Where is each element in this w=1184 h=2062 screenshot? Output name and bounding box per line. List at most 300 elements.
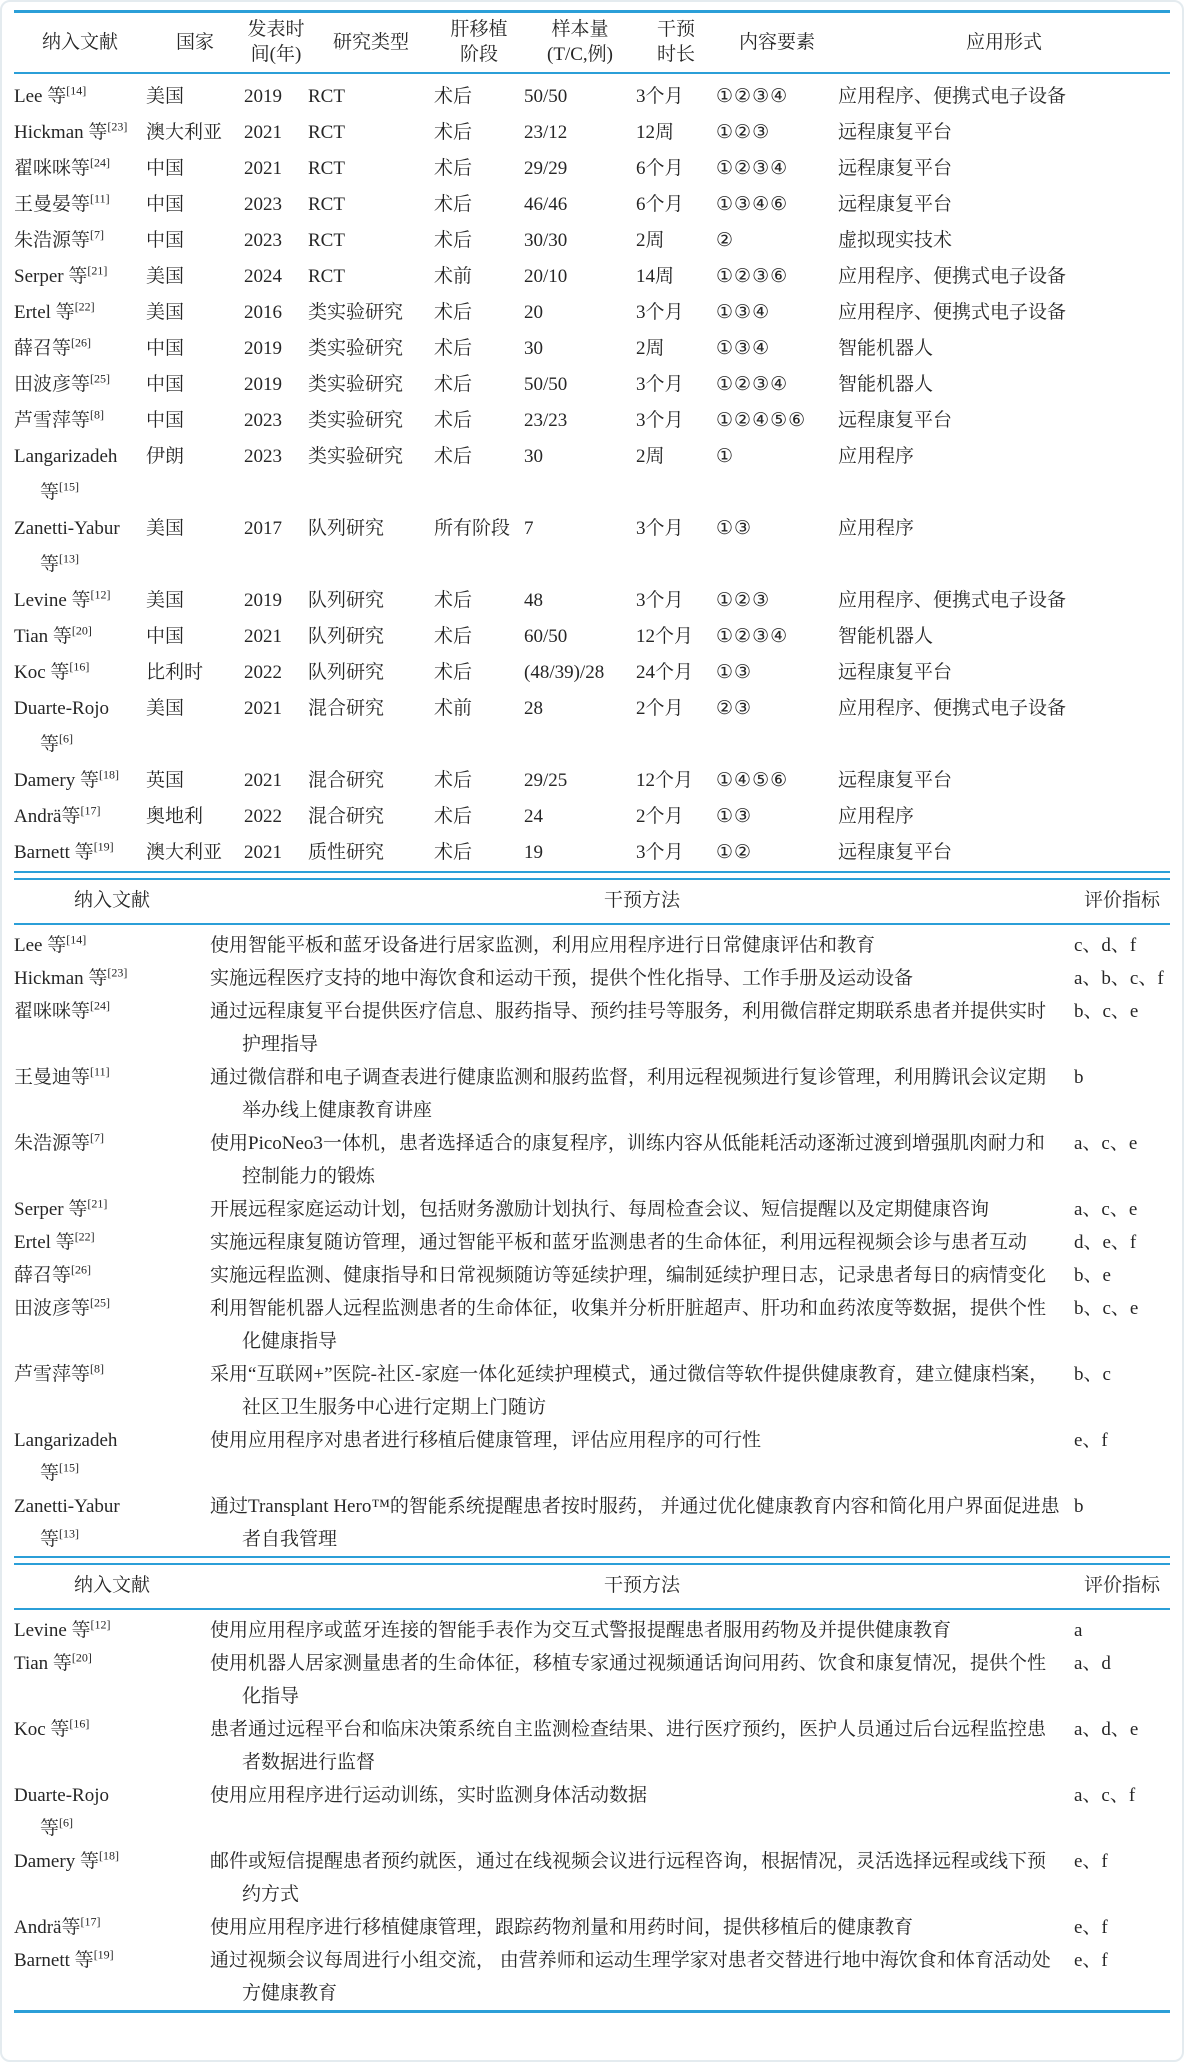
year-cell: 2016 [244, 302, 282, 323]
table-row [14, 655, 1170, 691]
study-name [14, 1647, 210, 1680]
reference-superscript: [13] [59, 551, 80, 566]
table-row [14, 187, 1170, 223]
form-cell: 智能机器人 [838, 338, 934, 359]
reference-superscript: [8] [90, 1361, 105, 1376]
sample-cell: 20/10 [524, 266, 568, 287]
study-cell [14, 1061, 210, 1127]
method-cell [210, 1845, 1074, 1911]
column-header-line: 应用形式 [965, 31, 1042, 53]
column-header [524, 13, 636, 73]
characteristics-body [14, 73, 1170, 871]
study-name-text: Andrä等 [14, 806, 81, 827]
duration-cell: 3个月 [636, 86, 684, 107]
method-text: 通过Transplant Hero™的智能系统提醒患者按时服药， 并通过优化健康教育内容和简化用户界面促进患者自我管理 [210, 1496, 1060, 1550]
study-cell [14, 511, 146, 583]
study-cell [14, 1127, 210, 1193]
type-cell: RCT [308, 230, 345, 251]
study-name [14, 763, 146, 799]
method-cell [210, 1259, 1074, 1292]
column-header-line: 样本量 [551, 19, 609, 40]
reference-superscript: [14] [66, 932, 87, 947]
study-name [14, 1944, 210, 1977]
table-row [14, 1647, 1170, 1713]
study-name [14, 799, 146, 835]
method-cell [210, 1424, 1074, 1490]
study-cell [14, 655, 146, 691]
form-cell: 应用程序 [838, 518, 915, 539]
study-name [14, 1358, 210, 1391]
header-row [14, 1565, 1170, 1609]
study-cell [14, 403, 146, 439]
elements-cell: ①③④ [716, 338, 771, 359]
study-name [14, 1713, 210, 1746]
method-text: 使用应用程序对患者进行移植后健康管理，评估应用程序的可行性 [210, 1430, 762, 1451]
table-row [14, 151, 1170, 187]
year-cell: 2021 [244, 842, 282, 863]
method-text: 通过视频会议每周进行小组交流， 由营养师和运动生理学家对患者交替进行地中海饮食和体育活动处方健康教育 [210, 1950, 1051, 2004]
reference-superscript: [11] [90, 191, 110, 206]
study-name-text: 王曼晏等 [14, 194, 91, 215]
study-name [14, 1779, 210, 1812]
table-row [14, 995, 1170, 1061]
study-name [14, 1127, 210, 1160]
table-row [14, 1845, 1170, 1911]
table-row [14, 1259, 1170, 1292]
metrics-cell: a、c、e [1074, 1133, 1138, 1154]
column-header: 评价指标 [1074, 1565, 1170, 1609]
study-name-text: 芦雪萍等 [14, 1364, 91, 1385]
table-row [14, 962, 1170, 995]
metrics-cell: a、c、e [1074, 1199, 1138, 1220]
column-header: 纳入文献 [14, 1565, 210, 1609]
reference-superscript: [15] [59, 479, 80, 494]
method-text: 通过微信群和电子调查表进行健康监测和服药监督，利用远程视频进行复诊管理，利用腾讯会议定期举办线上健康教育讲座 [210, 1067, 1047, 1121]
country-cell: 澳大利亚 [146, 842, 223, 863]
stage-cell: 术后 [434, 806, 473, 827]
elements-cell: ①④⑤⑥ [716, 770, 789, 791]
type-cell: RCT [308, 122, 345, 143]
table-row [14, 1193, 1170, 1226]
reference-superscript: [24] [90, 155, 111, 170]
country-cell: 美国 [146, 698, 185, 719]
study-cell [14, 1424, 210, 1490]
form-cell: 远程康复平台 [838, 662, 953, 683]
study-name [14, 187, 146, 223]
study-name-text: Duarte-Rojo [14, 1785, 109, 1806]
method-cell [210, 1779, 1074, 1845]
duration-cell: 3个月 [636, 518, 684, 539]
stage-cell: 术后 [434, 122, 473, 143]
study-name-text: 田波彦等 [14, 1298, 91, 1319]
elements-cell: ①②③④ [716, 374, 789, 395]
intervention-methods-table-2 [14, 1565, 1170, 2010]
study-name-continued [14, 1812, 210, 1845]
study-name [14, 115, 146, 151]
form-cell: 远程康复平台 [838, 410, 953, 431]
header-row [14, 880, 1170, 924]
form-cell: 应用程序、便携式电子设备 [838, 86, 1067, 107]
method-cell [210, 1226, 1074, 1259]
study-name [14, 403, 146, 439]
study-name [14, 1490, 210, 1523]
type-cell: 类实验研究 [308, 302, 404, 323]
method-text: 实施远程医疗支持的地中海饮食和运动干预，提供个性化指导、工作手册及运动设备 [210, 968, 914, 989]
study-cell [14, 259, 146, 295]
reference-superscript: [6] [59, 731, 74, 746]
table-row [14, 1292, 1170, 1358]
study-name-text: 朱浩源等 [14, 1133, 91, 1154]
study-name-text: 等 [40, 734, 60, 755]
table-row [14, 259, 1170, 295]
study-name-text: Barnett 等 [14, 1950, 94, 1971]
sample-cell: 23/23 [524, 410, 568, 431]
metrics-cell: a、c、f [1074, 1785, 1136, 1806]
methods-header-row-2 [14, 1565, 1170, 1609]
study-cell [14, 1713, 210, 1779]
method-text: 使用应用程序进行移植健康管理，跟踪药物剂量和用药时间，提供移植后的健康教育 [210, 1917, 914, 1938]
metrics-cell: a、d、e [1074, 1719, 1139, 1740]
study-name-text: Andrä等 [14, 1917, 81, 1938]
study-name-text: 薛召等 [14, 1265, 72, 1286]
reference-superscript: [6] [59, 1815, 74, 1830]
reference-superscript: [19] [93, 1947, 114, 1962]
stage-cell: 术后 [434, 86, 473, 107]
reference-superscript: [26] [71, 335, 92, 350]
table-row [14, 439, 1170, 511]
metrics-cell: e、f [1074, 1430, 1108, 1451]
table-row [14, 73, 1170, 115]
elements-cell: ①②③⑥ [716, 266, 789, 287]
table-row [14, 835, 1170, 871]
study-cell [14, 223, 146, 259]
study-name-text: Hickman 等 [14, 968, 108, 989]
sample-cell: 28 [524, 698, 543, 719]
stage-cell: 术后 [434, 194, 473, 215]
method-cell [210, 1292, 1074, 1358]
table-row [14, 619, 1170, 655]
study-cell [14, 1911, 210, 1944]
form-cell: 远程康复平台 [838, 122, 953, 143]
country-cell: 伊朗 [146, 446, 185, 467]
form-cell: 虚拟现实技术 [838, 230, 953, 251]
elements-cell: ①③ [716, 806, 753, 827]
sample-cell: 20 [524, 302, 543, 323]
column-header [716, 13, 838, 73]
duration-cell: 3个月 [636, 590, 684, 611]
study-name-continued [14, 1457, 210, 1490]
study-name-text: Ertel 等 [14, 302, 75, 323]
sample-cell: 30 [524, 338, 543, 359]
stage-cell: 术后 [434, 302, 473, 323]
reference-superscript: [16] [69, 1716, 90, 1731]
table-row [14, 1061, 1170, 1127]
elements-cell: ①②④⑤⑥ [716, 410, 807, 431]
country-cell: 美国 [146, 302, 185, 323]
metrics-cell: d、e、f [1074, 1232, 1137, 1253]
methods-header-row-1 [14, 880, 1170, 924]
method-cell [210, 995, 1074, 1061]
study-name-text: Tian 等 [14, 626, 72, 647]
country-cell: 中国 [146, 338, 185, 359]
study-name-continued [14, 547, 146, 583]
stage-cell: 术后 [434, 842, 473, 863]
sample-cell: 24 [524, 806, 543, 827]
study-name-text: 等 [40, 554, 60, 575]
metrics-cell: b、e [1074, 1265, 1111, 1286]
study-cell [14, 1259, 210, 1292]
study-name-text: Duarte-Rojo [14, 698, 109, 719]
metrics-cell: a、b、c、f [1074, 968, 1164, 989]
sample-cell: 50/50 [524, 374, 568, 395]
method-cell [210, 1609, 1074, 1647]
duration-cell: 2个月 [636, 698, 684, 719]
country-cell: 英国 [146, 770, 185, 791]
reference-superscript: [18] [98, 767, 119, 782]
sample-cell: 7 [524, 518, 534, 539]
table-row [14, 1127, 1170, 1193]
study-name-text: 薛召等 [14, 338, 72, 359]
column-header-line: (T/C,例) [547, 44, 613, 65]
study-name [14, 1292, 210, 1325]
methods-body-1 [14, 924, 1170, 1556]
country-cell: 美国 [146, 518, 185, 539]
duration-cell: 2周 [636, 446, 665, 467]
form-cell: 远程康复平台 [838, 158, 953, 179]
reference-superscript: [19] [93, 839, 114, 854]
study-name-text: Koc 等 [14, 662, 70, 683]
method-cell [210, 1911, 1074, 1944]
table-row [14, 115, 1170, 151]
country-cell: 澳大利亚 [146, 122, 223, 143]
study-name-text: Damery 等 [14, 770, 99, 791]
reference-superscript: [7] [90, 227, 105, 242]
elements-cell: ①③ [716, 662, 753, 683]
study-name [14, 1614, 210, 1647]
study-name-text: Langarizadeh [14, 446, 118, 467]
type-cell: 类实验研究 [308, 374, 404, 395]
method-cell [210, 1944, 1074, 2010]
study-name [14, 655, 146, 691]
study-cell [14, 439, 146, 511]
method-cell [210, 1490, 1074, 1556]
elements-cell: ①②③ [716, 122, 771, 143]
reference-superscript: [17] [80, 803, 101, 818]
study-name [14, 151, 146, 187]
table-row [14, 1911, 1170, 1944]
form-cell: 智能机器人 [838, 626, 934, 647]
methods-body-2 [14, 1609, 1170, 2010]
country-cell: 奥地利 [146, 806, 204, 827]
sample-cell: 29/25 [524, 770, 568, 791]
study-cell [14, 799, 146, 835]
study-name [14, 1193, 210, 1226]
study-cell [14, 1944, 210, 2010]
study-name-text: 王曼迪等 [14, 1067, 91, 1088]
study-name-text: 芦雪萍等 [14, 410, 91, 431]
country-cell: 中国 [146, 410, 185, 431]
metrics-cell: e、f [1074, 1950, 1108, 1971]
method-cell [210, 1193, 1074, 1226]
method-cell [210, 962, 1074, 995]
form-cell: 远程康复平台 [838, 842, 953, 863]
metrics-cell: c、d、f [1074, 935, 1137, 956]
study-cell [14, 331, 146, 367]
stage-cell: 术后 [434, 662, 473, 683]
year-cell: 2019 [244, 86, 282, 107]
year-cell: 2023 [244, 446, 282, 467]
study-name-text: 等 [40, 1529, 60, 1550]
table-row [14, 799, 1170, 835]
year-cell: 2019 [244, 374, 282, 395]
study-name [14, 691, 146, 727]
duration-cell: 12个月 [636, 626, 694, 647]
year-cell: 2023 [244, 230, 282, 251]
method-text: 患者通过远程平台和临床决策系统自主监测检查结果、进行医疗预约，医护人员通过后台远程监控患者数据进行监督 [210, 1719, 1047, 1773]
sample-cell: 23/12 [524, 122, 568, 143]
column-header-line: 间(年) [250, 44, 302, 65]
reference-superscript: [21] [87, 1196, 108, 1211]
reference-superscript: [12] [90, 1617, 111, 1632]
duration-cell: 6个月 [636, 194, 684, 215]
reference-superscript: [17] [80, 1914, 101, 1929]
type-cell: 混合研究 [308, 698, 385, 719]
metrics-cell: b、c [1074, 1364, 1111, 1385]
study-name [14, 619, 146, 655]
study-name [14, 1845, 210, 1878]
study-name-text: 等 [40, 482, 60, 503]
study-name-text: Levine 等 [14, 1620, 91, 1641]
study-cell [14, 763, 146, 799]
study-name-text: Zanetti-Yabur [14, 1496, 120, 1517]
method-cell [210, 924, 1074, 962]
metrics-cell: b、c、e [1074, 1001, 1139, 1022]
table-row [14, 763, 1170, 799]
intervention-methods-table-1 [14, 880, 1170, 1556]
stage-cell: 术后 [434, 770, 473, 791]
year-cell: 2023 [244, 410, 282, 431]
study-cell [14, 1779, 210, 1845]
stage-cell: 术前 [434, 266, 473, 287]
reference-superscript: [25] [90, 371, 111, 386]
study-cell [14, 962, 210, 995]
country-cell: 中国 [146, 626, 185, 647]
reference-superscript: [21] [87, 263, 108, 278]
type-cell: RCT [308, 266, 345, 287]
table-row [14, 367, 1170, 403]
metrics-cell: b [1074, 1496, 1084, 1517]
type-cell: 类实验研究 [308, 338, 404, 359]
column-header-line: 研究类型 [332, 31, 409, 53]
metrics-cell: a、d [1074, 1653, 1111, 1674]
study-name-continued [14, 727, 146, 763]
column-header-line: 国家 [175, 31, 214, 53]
method-text: 实施远程监测、健康指导和日常视频随访等延续护理，编制延续护理日志，记录患者每日的病情变化 [210, 1265, 1047, 1286]
study-cell [14, 367, 146, 403]
country-cell: 比利时 [146, 662, 204, 683]
study-cell [14, 924, 210, 962]
sample-cell: 29/29 [524, 158, 568, 179]
study-name-text: Langarizadeh [14, 1430, 118, 1451]
method-cell [210, 1358, 1074, 1424]
duration-cell: 2周 [636, 230, 665, 251]
study-cell [14, 1845, 210, 1911]
study-name [14, 223, 146, 259]
reference-superscript: [12] [90, 587, 111, 602]
column-header-line: 干预 [656, 19, 695, 40]
study-name-continued [14, 475, 146, 511]
method-text: 使用机器人居家测量患者的生命体征，移植专家通过视频通话询问用药、饮食和康复情况，提供个性化指导 [210, 1653, 1047, 1707]
table-row [14, 1424, 1170, 1490]
method-cell [210, 1647, 1074, 1713]
elements-cell: ①③ [716, 518, 753, 539]
sample-cell: 30 [524, 446, 543, 467]
form-cell: 应用程序、便携式电子设备 [838, 590, 1067, 611]
column-header-line: 肝移植 [450, 19, 508, 40]
study-cell [14, 619, 146, 655]
duration-cell: 2周 [636, 338, 665, 359]
elements-cell: ①②③④ [716, 86, 789, 107]
column-header-line: 时长 [656, 44, 695, 65]
elements-cell: ① [716, 446, 735, 467]
study-name [14, 583, 146, 619]
study-name-text: Serper 等 [14, 1199, 88, 1220]
study-cell [14, 1193, 210, 1226]
study-cell [14, 583, 146, 619]
reference-superscript: [24] [90, 998, 111, 1013]
study-name-text: 田波彦等 [14, 374, 91, 395]
column-header [146, 13, 244, 73]
sample-cell: 60/50 [524, 626, 568, 647]
duration-cell: 12个月 [636, 770, 694, 791]
type-cell: 类实验研究 [308, 446, 404, 467]
stage-cell: 所有阶段 [434, 518, 511, 539]
type-cell: 队列研究 [308, 626, 385, 647]
study-cell [14, 1609, 210, 1647]
sample-cell: 30/30 [524, 230, 568, 251]
metrics-cell: b、c、e [1074, 1298, 1139, 1319]
reference-superscript: [8] [90, 407, 105, 422]
year-cell: 2019 [244, 338, 282, 359]
year-cell: 2021 [244, 626, 282, 647]
study-name [14, 1259, 210, 1292]
country-cell: 美国 [146, 86, 185, 107]
method-text: 邮件或短信提醒患者预约就医，通过在线视频会议进行远程咨询，根据情况，灵活选择远程或线下预约方式 [210, 1851, 1047, 1905]
study-name [14, 835, 146, 871]
study-name-text: Ertel 等 [14, 1232, 75, 1253]
year-cell: 2017 [244, 518, 282, 539]
method-text: 通过远程康复平台提供医疗信息、服药指导、预约挂号等服务，利用微信群定期联系患者并提供实时护理指导 [210, 1001, 1047, 1055]
sample-cell: (48/39)/28 [524, 662, 605, 683]
column-header: 纳入文献 [14, 880, 210, 924]
duration-cell: 3个月 [636, 410, 684, 431]
table-row [14, 1779, 1170, 1845]
study-name-text: 等 [40, 1818, 60, 1839]
elements-cell: ①②③ [716, 590, 771, 611]
study-name-text: Lee 等 [14, 935, 67, 956]
method-text: 使用应用程序或蓝牙连接的智能手表作为交互式警报提醒患者服用药物及并提供健康教育 [210, 1620, 952, 1641]
study-name-text: 翟咪咪等 [14, 158, 91, 179]
type-cell: 混合研究 [308, 806, 385, 827]
duration-cell: 3个月 [636, 842, 684, 863]
characteristics-header-row [14, 13, 1170, 73]
reference-superscript: [20] [71, 623, 92, 638]
study-cell [14, 995, 210, 1061]
country-cell: 中国 [146, 230, 185, 251]
reference-superscript: [26] [71, 1262, 92, 1277]
year-cell: 2021 [244, 122, 282, 143]
study-name [14, 259, 146, 295]
